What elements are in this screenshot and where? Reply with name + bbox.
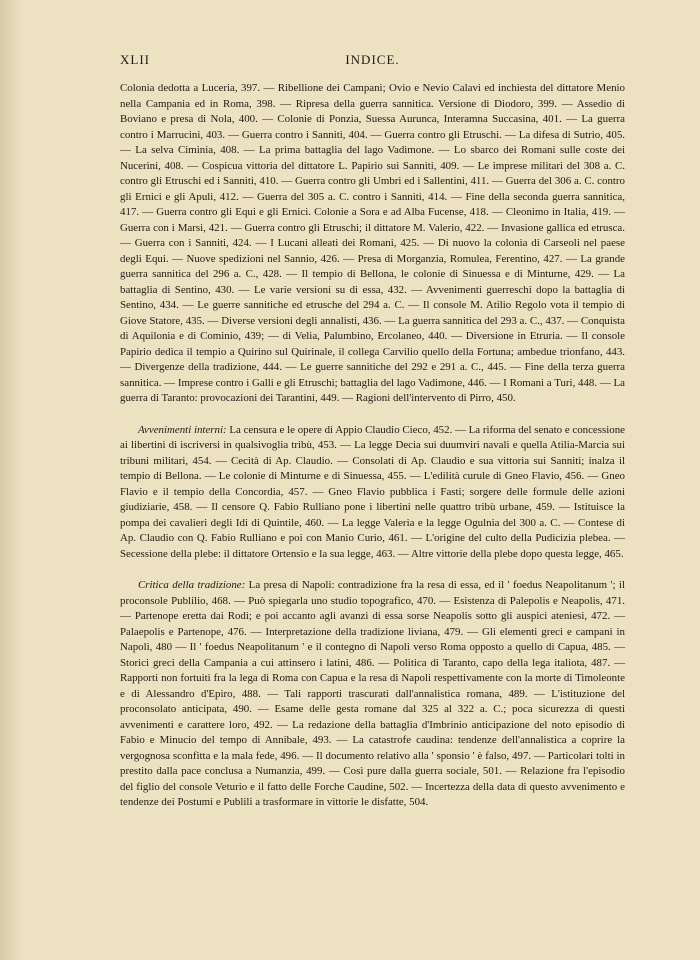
index-body <box>120 81 625 811</box>
index-paragraph-internal-events <box>120 423 625 563</box>
page-number: XLII <box>120 52 150 67</box>
page-title: INDICE. <box>345 52 400 67</box>
paragraph-text: La presa di Napoli: contradizione fra la resa di essa, ed il ' foedus Neapolitanum '; il proconsole Publilio, 468. — Può spiegarla uno studio topografico, 470. — Esistenza di Palepolis e Neapolis, 471. — Partenope eretta dai Rodi; e poi accanto agli avanzi di essa sorse Neapolis sotto gli auspici ateniesi, 472. — Palaepolis e Partenope, 476. — Interpretazione della tradizione liviana, 479. — Gli elementi greci e campani in Napoli, 480 — Il ' foedus Neapolitanum ' e il contegno di Napoli verso Roma opposto a quello di Capua, 485. — Storici greci della Campania a cui attinsero i latini, 486. — Politica di Taranto, capo della lega italiota, 487. — Rapporti non fortuiti fra la lega di Roma con Capua e la resa di Napoli respettivamente con la morte di Timoleonte e di Alessandro d'Epiro, 488. — Tali rapporti trascurati dall'annalistica romana, 489. — L'istituzione del proconsolato anticipata, 490. — Esame delle gesta romane dal 325 al 322 a. C.; poca sicurezza di questi avvenimenti e carattere loro, 492. — La redazione della battaglia d'Imbrinio anticipazione del noto episodio di Fabio e Minucio del tempo di Annibale, 493. — La catastrofe caudina: tendenze dell'annalistica a coprire la vergognosa sconfitta e la mala fede, 496. — Il documento relativo alla ' sponsio ' è falso, 497. — Particolari tolti in prestito dalla pace conclusa a Numanzia, 499. — Così pure dalla guerra sociale, 501. — Relazione fra l'episodio del figlio del console Veturio e il fatto delle Forche Caudine, 502. — Incertezza della data di questo avvenimento e tendenze dei Postumi e Publili a trasformare in vittorie le disfatte, 504. <box>120 579 625 808</box>
paragraph-text: La censura e le opere di Appio Claudio Cieco, 452. — La riforma del senato e concessione ai libertini di iscriversi in qualsivoglia tribù, 453. — La legge Decia sui duumviri navali e quella Atilia-Marcia sui tribuni militari, 454. — Cecità di Ap. Claudio. — Consolati di Ap. Claudio e sua vittoria sui Sanniti; inalza il tempio di Bellona. — Le colonie di Minturne e di Sinuessa, 455. — L'edilità curule di Gneo Flavio, 456. — Gneo Flavio e il tempio della Concordia, 457. — Gneo Flavio pubblica i Fasti; sorgere delle formule delle azioni giudiziarie, 458. — Il censore Q. Fabio Rulliano pone i libertini nelle quattro tribù urbane, 459. — Istituisce la pompa dei cavalieri degli Idi di Quintile, 460. — La legge Valeria e la legge Ogulnia del 300 a. C. — Contese di Ap. Claudio con Q. Fabio Rulliano e poi con Manio Curio, 461. — L'origine del culto della Pudicizia plebea. — Secessione della plebe: il dittatore Ortensio e la sua legge, 463. — Altre vittorie della plebe dopo questa legge, 465. <box>120 423 625 560</box>
paragraph-lead: Critica della tradizione: <box>138 579 246 591</box>
paragraph-lead: Avvenimenti interni: <box>138 423 227 436</box>
index-paragraph-tradition-critique <box>120 578 625 811</box>
paragraph-text: Colonia dedotta a Luceria, 397. — Ribellione dei Campani; Ovio e Nevio Calavi ed inchiesta del dittatore Menio nella Campania ed in Roma, 398. — Ripresa della guerra sannitica. Versione di Diodoro, 399. — Assedio di Boviano e presa di Nola, 400. — Colonie di Ponzia, Suessa Aurunca, Interamna Succasina, 401. — La guerra contro i Marrucini, 403. — Guerra contro i Sanniti, 404. — Guerra contro gli Etruschi. — La difesa di Sutrio, 405. — La selva Ciminia, 408. — La prima battaglia del lago Vadimone. — Lo sbarco dei Romani sulle coste dei Nucerini, 408. — Cospicua vittoria del dittatore L. Papirio sui Sanniti, 409. — Le imprese militari del 308 a. C. contro gli Etruschi ed i Sanniti, 410. — Guerra contro gli Umbri ed i Sallentini, 411. — Guerra del 306 a. C. contro gli Ernici e gli Apuli, 412. — Guerra del 305 a. C. contro i Sanniti, 414. — Fine della seconda guerra sannitica, 417. — Guerra contro gli Equi e gli Ernici. Colonie a Sora e ad Alba Fucense, 418. — Cleonimo in Italia, 419. — Guerra con i Marsi, 421. — Guerra contro gli Etruschi; il dittatore M. Valerio, 422. — Invasione gallica ed etrusca. — Guerra con i Sanniti, 424. — I Lucani alleati dei Romani, 425. — Di nuovo la colonia di Carseoli nel paese degli Equi. — Nuove spedizioni nel Sannio, 426. — Presa di Morganzia, Romulea, Ferentino, 427. — La grande guerra sannitica del 296 a. C., 428. — Il tempio di Bellona, le colonie di Sinuessa e di Minturne, 429. — La battaglia di Sentino, 430. — Le varie versioni su di essa, 432. — Avvenimenti guerreschi dopo la battaglia di Sentino, 434. — Le guerre sannitiche ed etrusche del 294 a. C. — Il console M. Atilio Regolo vota il tempio di Giove Statore, 435. — Diverse versioni degli annalisti, 436. — La guerra sannitica del 293 a. C., 437. — Conquista di Aquilonia e di Cominio, 439; — di Velia, Palumbino, Ercolaneo, 440. — Diversione in Etruria. — Il console Papirio dedica il tempio a Quirino sul Quirinale, il collega Carvilio quello della Fortuna; ambedue trionfano, 443. — Divergenze della tradizione, 444. — Le guerre sannitiche del 292 e 291 a. C., 445. — Fine della terza guerra sannitica. — Imprese contro i Galli e gli Etruschi; battaglia del lago Vadimone, 446. — I Romani a Turi, 448. — La guerra di Taranto: provocazioni dei Tarantini, 449. — Ragioni dell'intervento di Pirro, 450. <box>120 82 625 404</box>
index-paragraph-military <box>120 81 625 407</box>
page-spine-shadow <box>0 0 22 960</box>
